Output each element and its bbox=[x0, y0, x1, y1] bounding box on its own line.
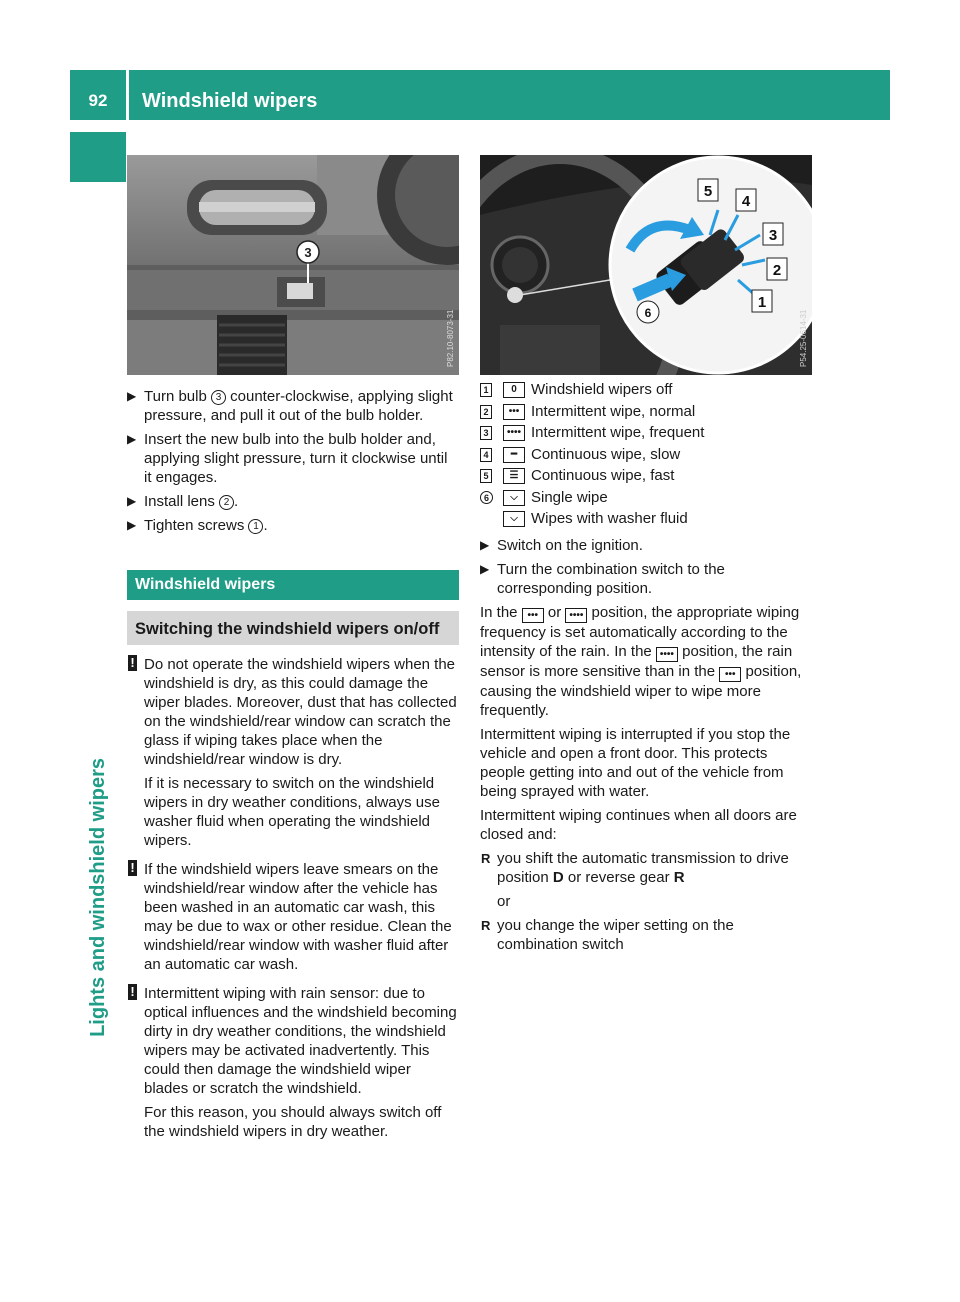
position-row: 3 •••• Intermittent wipe, frequent bbox=[480, 423, 812, 445]
step-item: ▶ Tighten screws 1 . bbox=[127, 517, 268, 534]
position-row: 1 0 Windshield wipers off bbox=[480, 380, 812, 402]
body-paragraph: Intermittent wiping is interrupted if you stop the vehicle and open a front door. This protects people getting into and out of the vehicle from being sprayed with water. bbox=[480, 725, 791, 800]
page-number: 92 bbox=[88, 91, 108, 110]
side-label-text: Lights and windshield wipers bbox=[87, 758, 109, 1037]
header-divider bbox=[126, 70, 129, 120]
bullet-item: R you shift the automatic transmission to drive position D or reverse gear R bbox=[481, 849, 789, 886]
body-paragraph: In the ••• or •••• position, the appropriate wiping frequency is set automatically according to the intensity of the rain. In the •••• position, the rain sensor is more sensitive than in the ••• position, causing the windshield wiper to wipe more frequently. bbox=[480, 603, 802, 719]
callout-3: 3 bbox=[768, 227, 778, 244]
step-arrow-icon: ▶ bbox=[480, 561, 490, 576]
callout-3: 3 bbox=[304, 245, 312, 260]
position-number: 3 bbox=[480, 426, 492, 440]
or-text: or bbox=[497, 892, 511, 910]
step-arrow-icon: ▶ bbox=[127, 389, 137, 403]
warning-icon: ! bbox=[128, 860, 137, 876]
tail-light-photo bbox=[127, 155, 459, 375]
step-item: ▶ Insert the new bulb into the bulb holder and, applying slight pressure, turn it clockwise until it engages. bbox=[127, 431, 448, 486]
step-item: ▶ Turn bulb 3 counter-clockwise, applying slight pressure, and pull it out of the bulb holder. bbox=[127, 388, 453, 424]
ref-1-icon: 1 bbox=[248, 519, 263, 534]
bullet-item: R you change the wiper setting on the combination switch bbox=[481, 916, 734, 953]
step-arrow-icon: ▶ bbox=[127, 432, 137, 446]
continuous-slow-icon: ━ bbox=[503, 447, 525, 463]
subsection-heading: Switching the windshield wipers on/off bbox=[127, 611, 459, 645]
intermittent-normal-icon: ••• bbox=[503, 404, 525, 420]
warning-note: ! If the windshield wipers leave smears on the windshield/rear window after the vehicle has been washed in an automatic car wash, this may be due to wax or other residue. Clean the windshield/rear window with washer fluid after an automatic car wash. bbox=[127, 860, 459, 974]
step-arrow-icon: ▶ bbox=[127, 494, 137, 508]
step-arrow-icon: ▶ bbox=[127, 518, 137, 532]
ref-3-icon: 3 bbox=[211, 390, 226, 405]
image-code: P82.10-8073-31 bbox=[446, 309, 455, 367]
position-number: 5 bbox=[480, 469, 492, 483]
image-code: P54.25-0614-31 bbox=[799, 309, 808, 367]
left-column bbox=[127, 155, 459, 1141]
side-label bbox=[84, 758, 114, 1037]
position-number: 4 bbox=[480, 448, 492, 462]
page-title: Windshield wipers bbox=[142, 90, 318, 112]
position-row: 4 ━ Continuous wipe, slow bbox=[480, 445, 812, 467]
intermittent-frequent-icon: •••• bbox=[565, 608, 587, 623]
callout-5: 5 bbox=[703, 183, 713, 200]
warning-note: ! Intermittent wiping with rain sensor: due to optical influences and the windshield becoming dirty in dry weather conditions, the windshield wipers may be activated inadvertently. This could then damage the windshield wiper blades or scratch the windshield. For this reason, you should always switch off the windshield wipers in dry weather. bbox=[127, 984, 459, 1141]
ref-2-icon: 2 bbox=[219, 495, 234, 510]
position-row: 6 ⌵ Single wipe bbox=[480, 488, 812, 510]
position-row: 2 ••• Intermittent wipe, normal bbox=[480, 402, 812, 424]
warning-icon: ! bbox=[128, 655, 137, 671]
continuous-fast-icon: ☰ bbox=[503, 468, 525, 484]
washer-fluid-icon: ⌵ bbox=[503, 511, 525, 527]
step-item: ▶ Install lens 2 . bbox=[127, 493, 239, 510]
position-row: 5 ☰ Continuous wipe, fast bbox=[480, 466, 812, 488]
single-wipe-icon: ⌵ bbox=[503, 490, 525, 506]
warning-note: ! Do not operate the windshield wipers when the windshield is dry, as this could damage the wiper blades. Moreover, dust that has collected on the windshield/rear window can scratch the glass if wiping takes place when the windshield/rear window is dry. If it is necessary to switch on the windshield wipers in dry weather conditions, always use washer fluid when operating the windshield wipers. bbox=[127, 655, 459, 850]
callout-4: 4 bbox=[741, 193, 751, 210]
intermittent-frequent-icon: •••• bbox=[656, 647, 678, 662]
combination-switch-photo bbox=[480, 155, 812, 375]
warning-icon: ! bbox=[128, 984, 137, 1000]
callout-2: 2 bbox=[772, 262, 782, 279]
section-heading: Windshield wipers bbox=[127, 570, 459, 600]
callout-6: 6 bbox=[644, 306, 652, 320]
position-number: 1 bbox=[480, 383, 492, 397]
intermittent-frequent-icon: •••• bbox=[503, 425, 525, 441]
right-column bbox=[480, 155, 812, 954]
bullet-icon: R bbox=[481, 850, 491, 866]
step-item: ▶ Switch on the ignition. bbox=[480, 536, 643, 554]
callout-1: 1 bbox=[757, 294, 767, 311]
intermittent-normal-icon: ••• bbox=[522, 608, 544, 623]
side-tab bbox=[70, 132, 126, 182]
wiper-off-icon: 0 bbox=[503, 382, 525, 398]
position-number: 2 bbox=[480, 405, 492, 419]
step-arrow-icon: ▶ bbox=[480, 537, 490, 552]
position-row: ⌵ Wipes with washer fluid bbox=[480, 509, 812, 531]
body-paragraph: Intermittent wiping continues when all doors are closed and: bbox=[480, 806, 797, 843]
intermittent-normal-icon: ••• bbox=[719, 667, 741, 682]
step-item: ▶ Turn the combination switch to the corresponding position. bbox=[480, 560, 725, 597]
position-number: 6 bbox=[480, 491, 493, 504]
bullet-icon: R bbox=[481, 917, 491, 933]
position-list bbox=[480, 380, 812, 531]
